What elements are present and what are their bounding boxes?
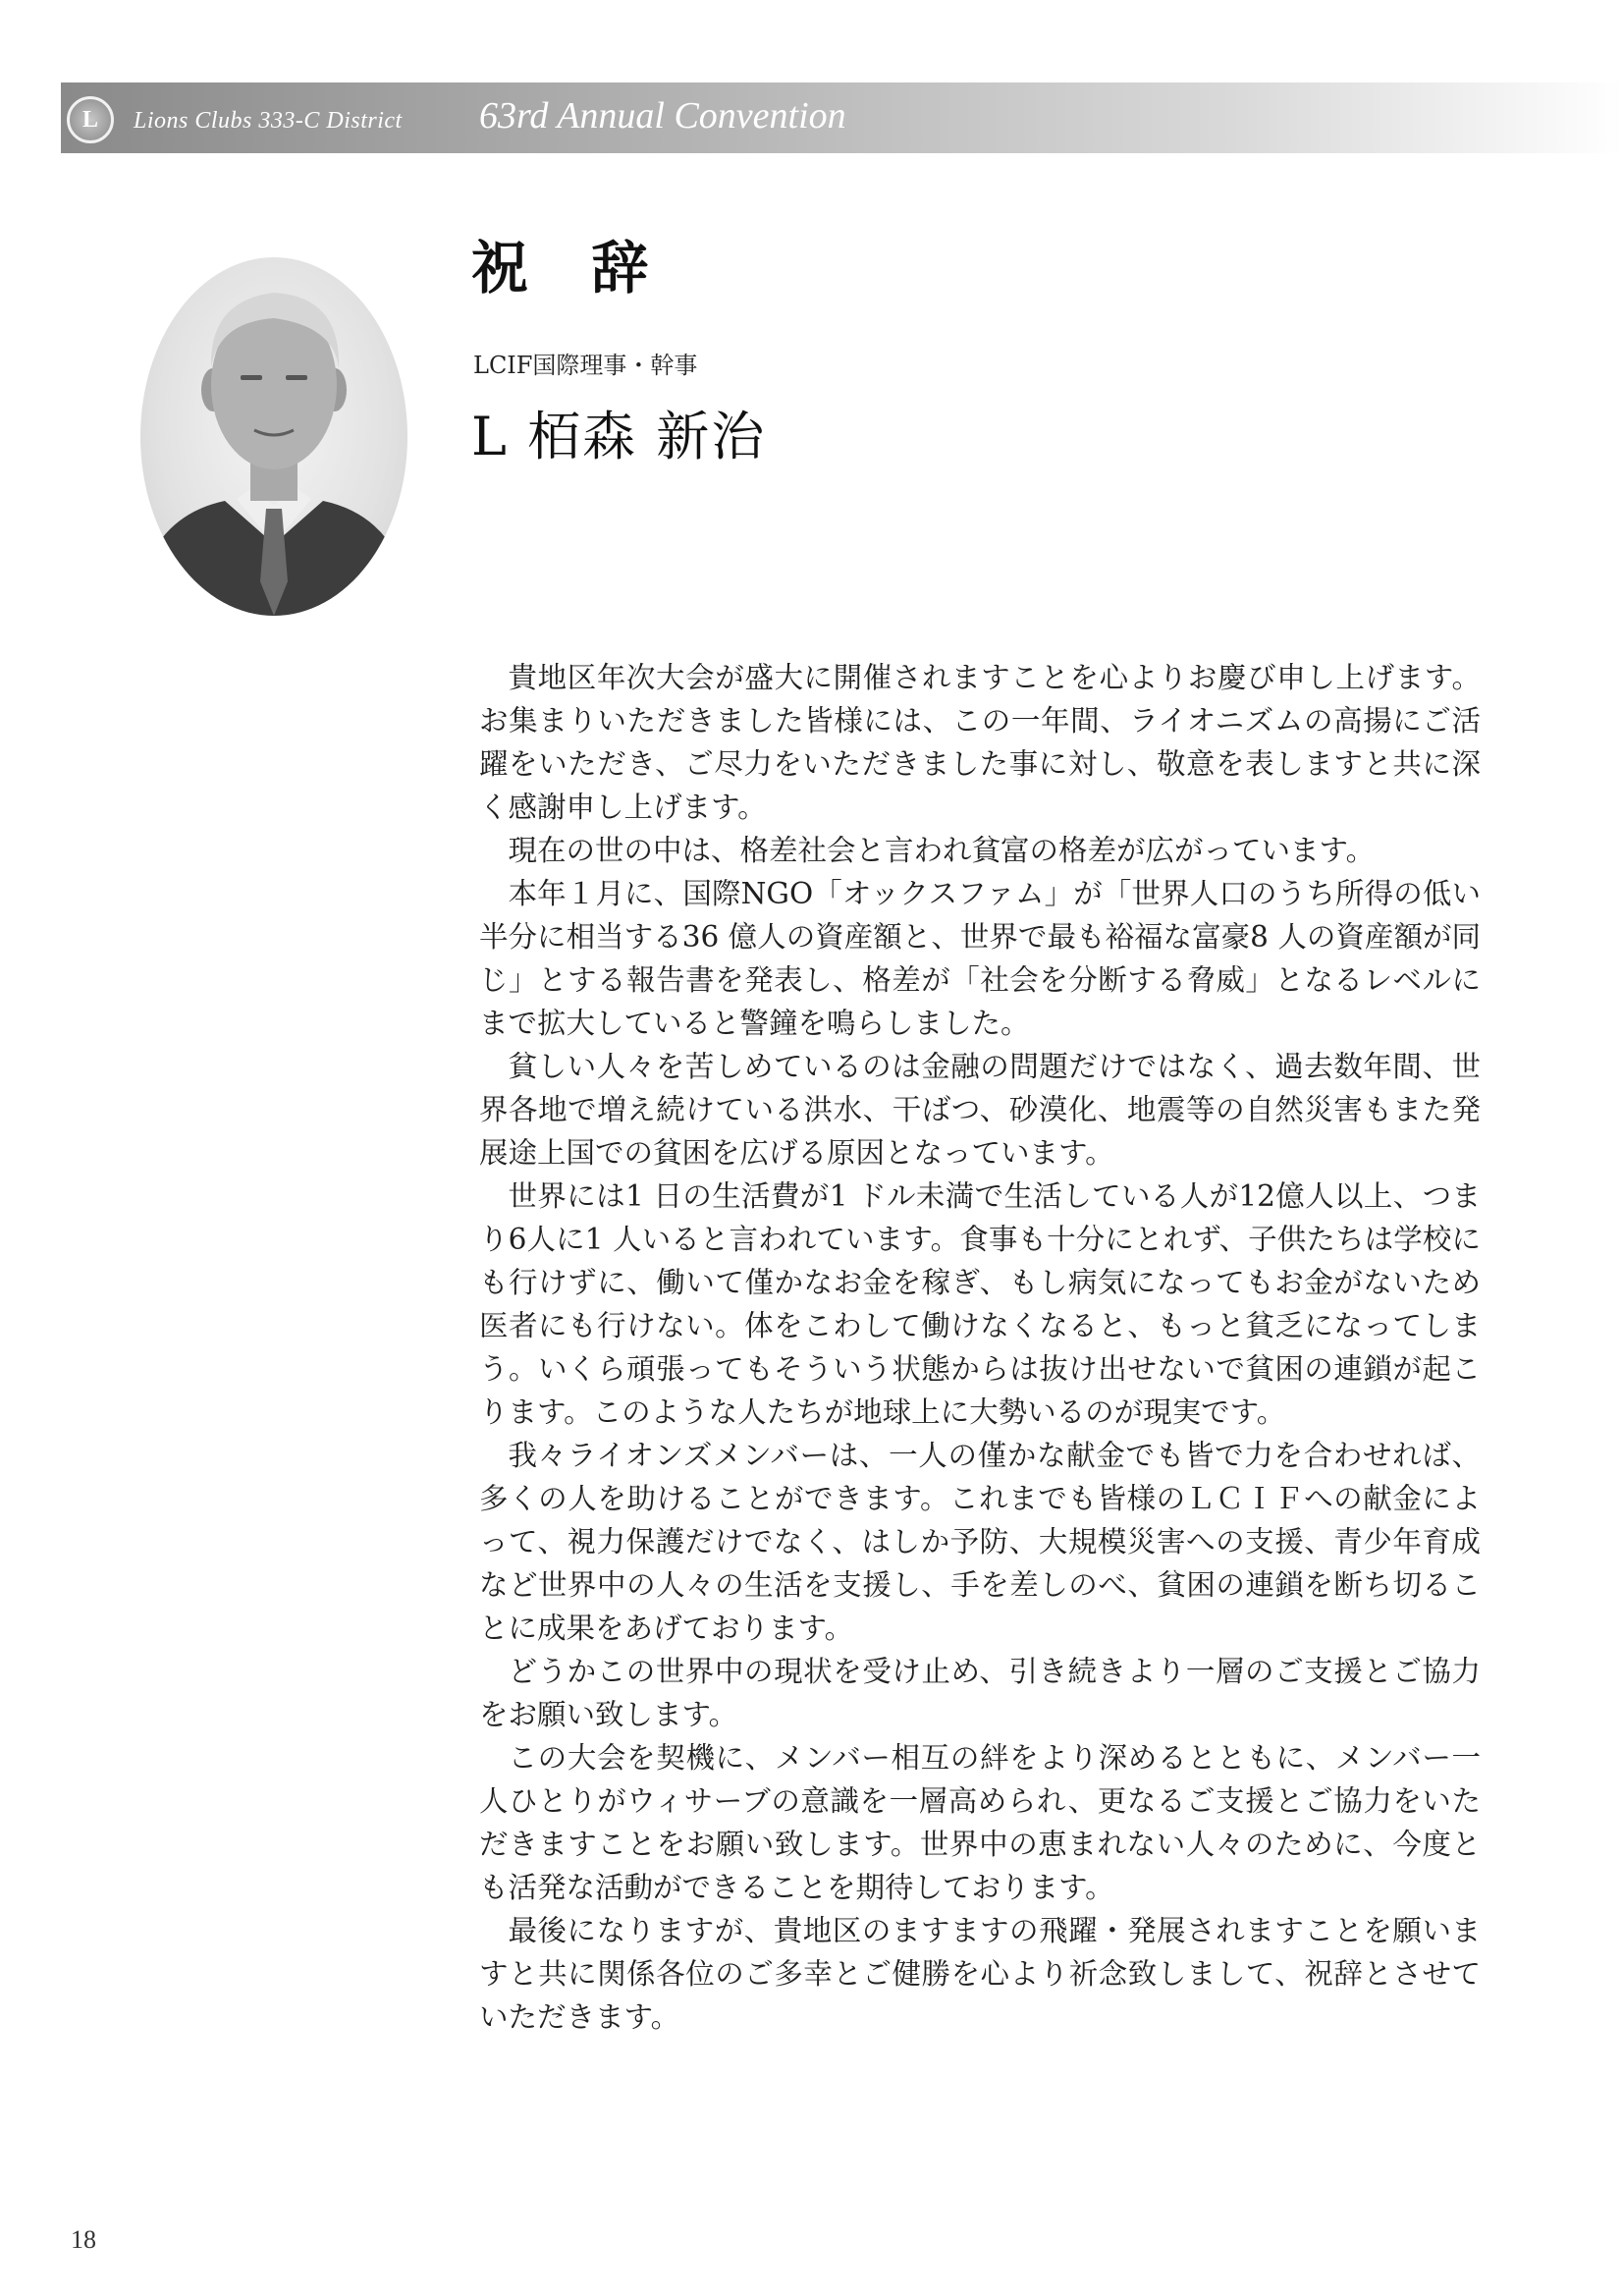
paragraph: 最後になりますが、貴地区のますますの飛躍・発展されますことを願いますと共に関係各位のご多幸とご健勝を心より祈念致しまして、祝辞とさせていただきます。 [479, 1914, 1481, 2034]
paragraph: 本年１月に、国際NGO「オックスファム」が「世界人口のうち所得の低い半分に相当する36 億人の資産額と、世界で最も裕福な富豪8 人の資産額が同じ」とする報告書を発表し、格差が「社会を分断する脅威」となるレベルにまで拡大していると警鐘を鳴らしました。 [479, 877, 1481, 1040]
body-text [479, 656, 1481, 2039]
lions-logo-icon: L [67, 96, 114, 143]
speaker-name: L 栢森 新治 [471, 406, 767, 467]
paragraph: どうかこの世界中の現状を受け止め、引き続きより一層のご支援とご協力をお願い致します。 [479, 1655, 1481, 1731]
header-org-name: Lions Clubs 333-C District [134, 108, 403, 134]
page-title: 祝 辞 [471, 235, 671, 301]
portrait-illustration [140, 257, 407, 616]
paragraph: 貧しい人々を苦しめているのは金融の問題だけではなく、過去数年間、世界各地で増え続けている洪水、干ばつ、砂漠化、地震等の自然災害もまた発展途上国での貧困を広げる原因となっています。 [479, 1050, 1481, 1170]
paragraph: 現在の世の中は、格差社会と言われ貧富の格差が広がっています。 [508, 834, 1376, 867]
speaker-position: LCIF国際理事・幹事 [473, 352, 698, 379]
speaker-portrait [140, 257, 407, 616]
paragraph: 貴地区年次大会が盛大に開催されますことを心よりお慶び申し上げます。お集まりいただきました皆様には、この一年間、ライオニズムの高揚にご活躍をいただき、ご尽力をいただきました事に対し、敬意を表しますと共に深く感謝申し上げます。 [479, 661, 1481, 824]
paragraph: この大会を契機に、メンバー相互の絆をより深めるとともに、メンバー一人ひとりがウィサーブの意識を一層高められ、更なるご支援とご協力をいただきますことをお願い致します。世界中の恵まれない人々のために、今度とも活発な活動ができることを期待しております。 [479, 1741, 1481, 1904]
page-number: 18 [71, 2225, 96, 2254]
paragraph: 我々ライオンズメンバーは、一人の僅かな献金でも皆で力を合わせれば、多くの人を助けることができます。これまでも皆様のＬＣＩＦへの献金によって、視力保護だけでなく、はしか予防、大規模災害への支援、青少年育成など世界中の人々の生活を支援し、手を差しのべ、貧困の連鎖を断ち切ることに成果をあげております。 [479, 1439, 1481, 1645]
header-event-name: 63rd Annual Convention [479, 95, 846, 137]
paragraph: 世界には1 日の生活費が1 ドル未満で生活している人が12億人以上、つまり6人に1 人いると言われています。食事も十分にとれず、子供たちは学校にも行けずに、働いて僅かなお金を稼ぎ、もし病気になってもお金がないため医者にも行けない。体をこわして働けなくなると、もっと貧乏になってしまう。いくら頑張ってもそういう状態からは抜け出せないで貧困の連鎖が起こります。このような人たちが地球上に大勢いるのが現実です。 [479, 1179, 1481, 1429]
